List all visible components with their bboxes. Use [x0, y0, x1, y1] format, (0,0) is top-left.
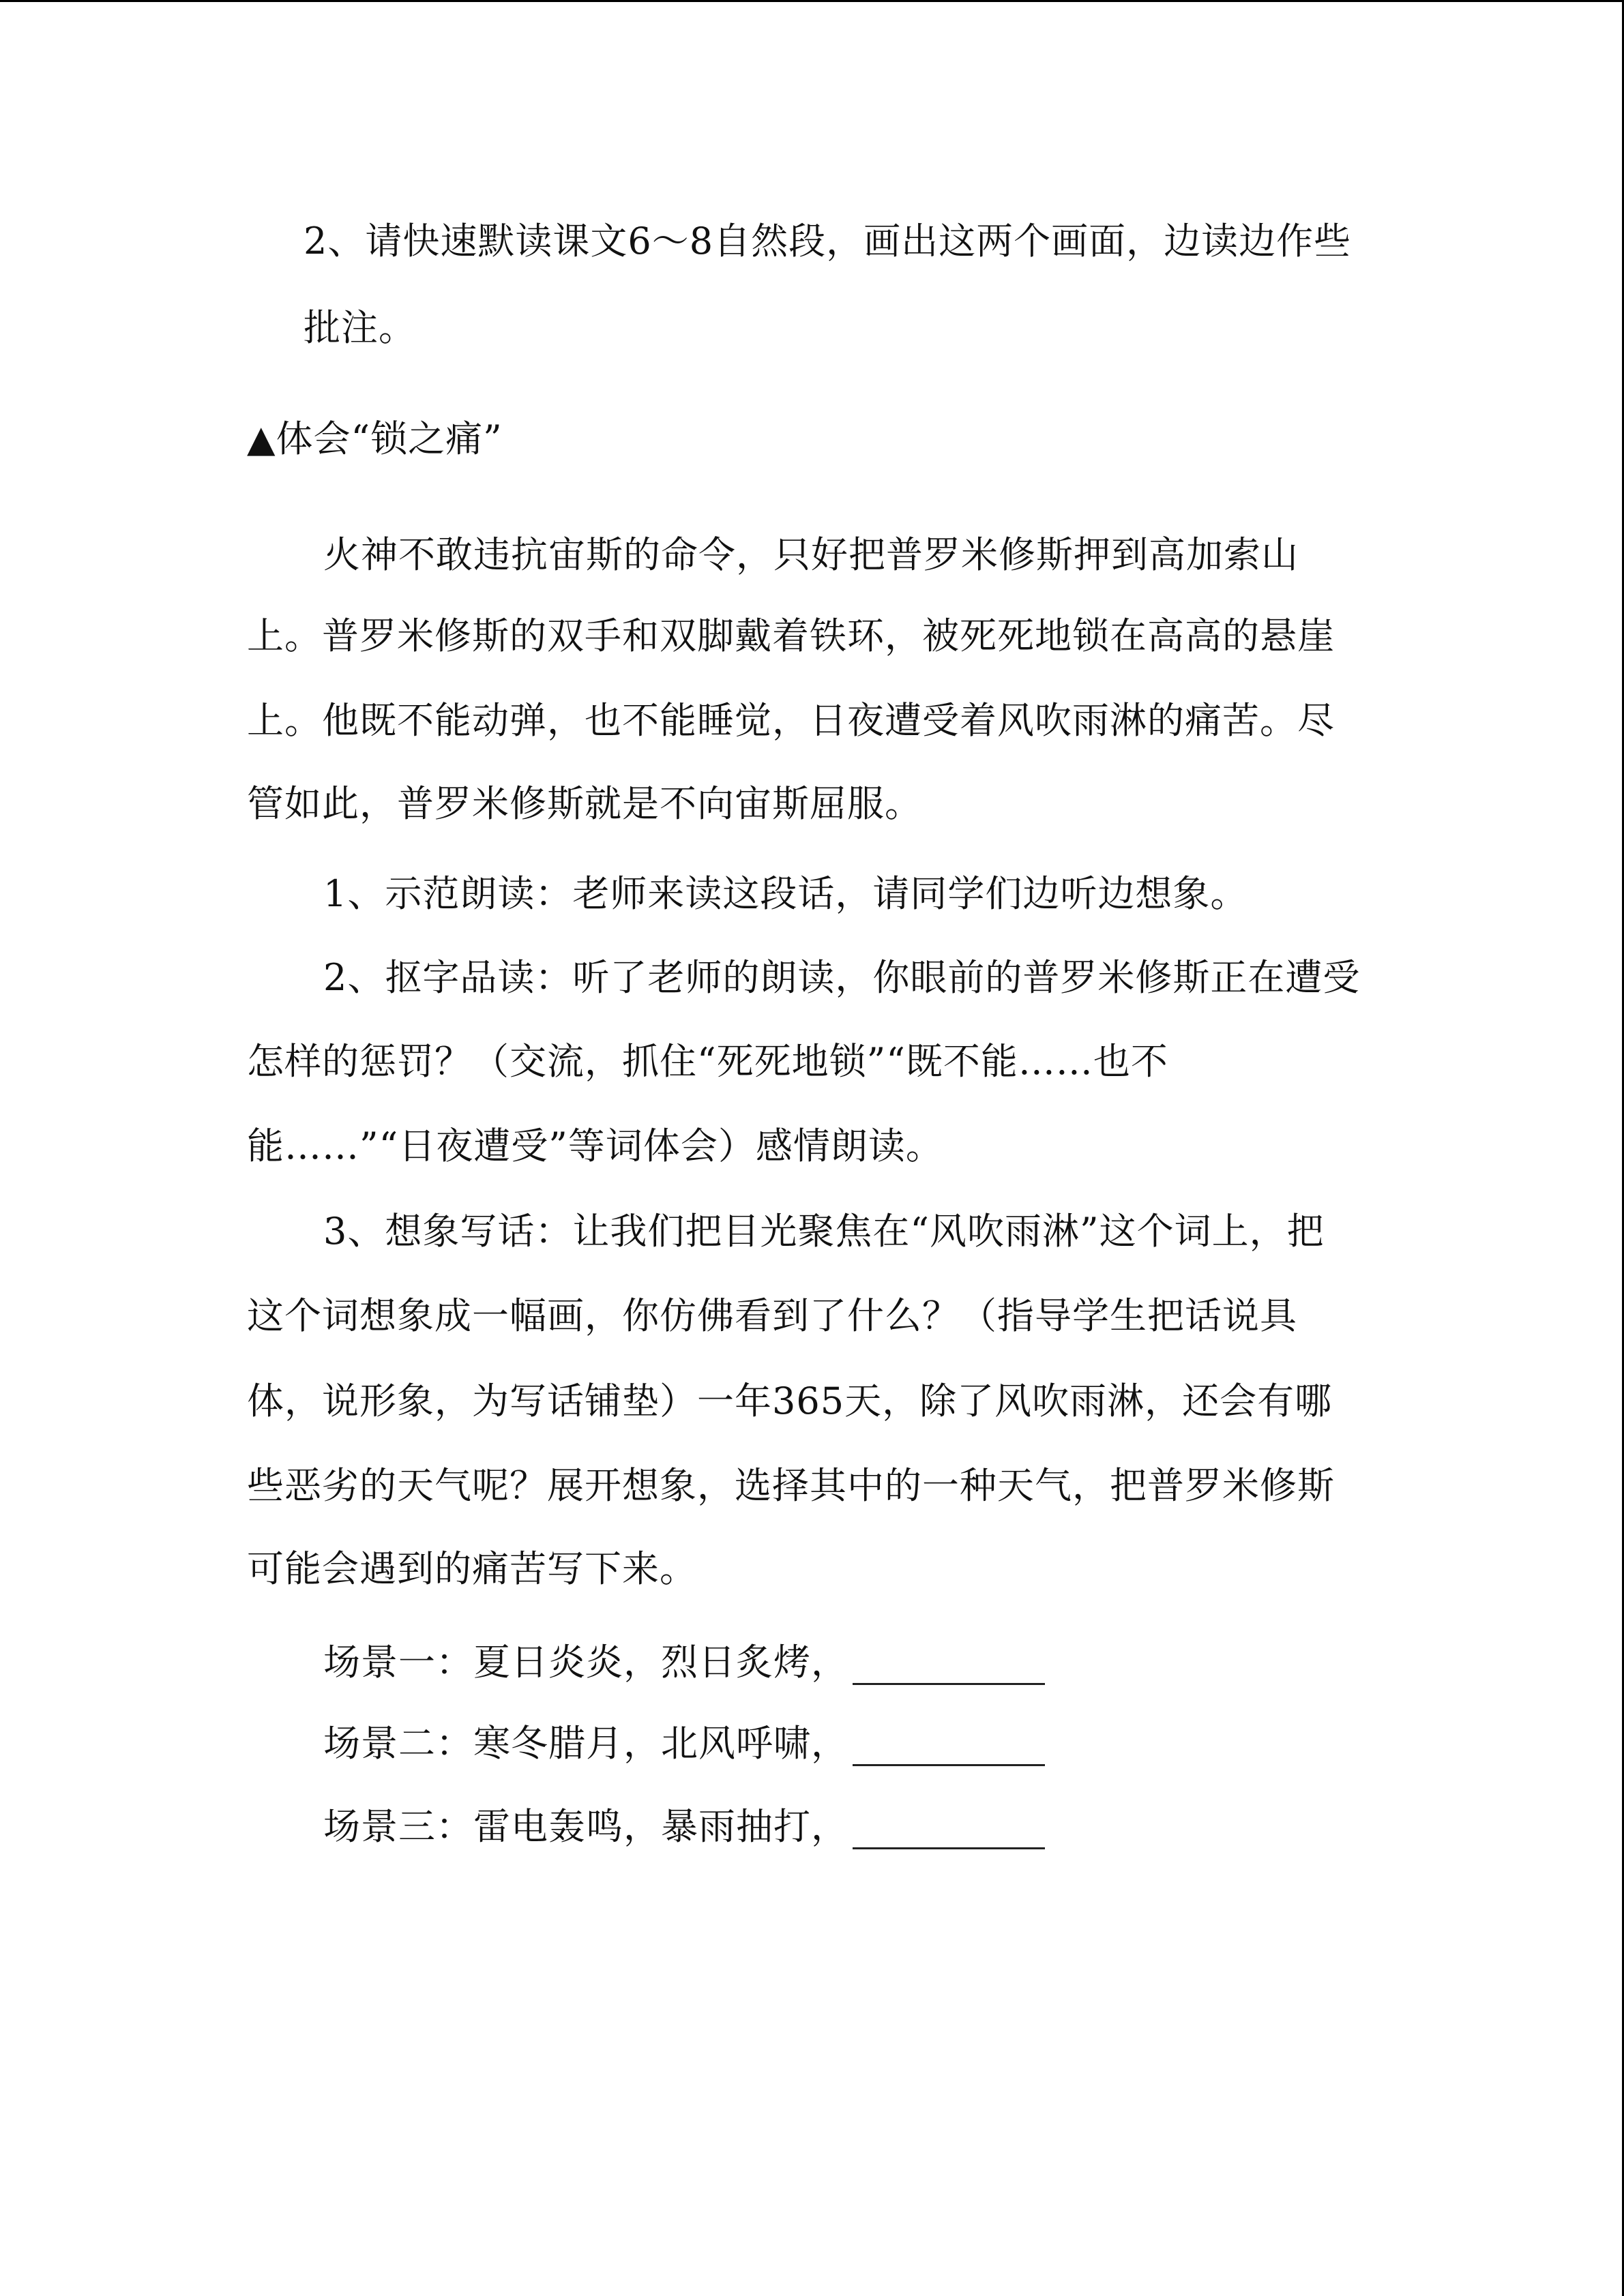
scene-1-blank[interactable]: [853, 1648, 1045, 1685]
step3-line-3: 体，说形象，为写话铺垫）一年365天，除了风吹雨淋，还会有哪: [247, 1380, 1333, 1422]
step2-line-2: 怎样的惩罚？（交流，抓住“死死地锁”“既不能……也不: [247, 1040, 1168, 1083]
step3-line-4: 些恶劣的天气呢？展开想象，选择其中的一种天气，把普罗米修斯: [247, 1464, 1335, 1507]
scene-3-blank[interactable]: [853, 1812, 1045, 1849]
scene-2-blank[interactable]: [853, 1729, 1045, 1766]
excerpt-line-4: 管如此，普罗米修斯就是不向宙斯屈服。: [247, 782, 922, 825]
scene-3: [323, 1804, 1045, 1849]
task2-line-1: 2、请快速默读课文6～8自然段，画出这两个画面，边读边作些: [304, 220, 1352, 263]
step3-line-1: 3、想象写话：让我们把目光聚焦在“风吹雨淋”这个词上，把: [323, 1210, 1325, 1253]
step3-line-2: 这个词想象成一幅画，你仿佛看到了什么？（指导学生把话说具: [247, 1294, 1297, 1337]
scene-1: [323, 1640, 1045, 1685]
excerpt-line-1: 火神不敢违抗宙斯的命令，只好把普罗米修斯押到高加索山: [323, 533, 1299, 576]
task2-line-2: 批注。: [304, 306, 416, 349]
step3-line-5: 可能会遇到的痛苦写下来。: [247, 1547, 697, 1590]
step2-line-3: 能……”“日夜遭受”等词体会）感情朗读。: [247, 1124, 943, 1167]
section-heading: ▲体会“锁之痛”: [247, 417, 503, 460]
scene-2: [323, 1721, 1045, 1766]
excerpt-line-2: 上。普罗米修斯的双手和双脚戴着铁环，被死死地锁在高高的悬崖: [247, 614, 1335, 657]
step1-text: 1、示范朗读：老师来读这段话，请同学们边听边想象。: [323, 872, 1248, 915]
scene-3-text: 场景三：雷电轰鸣，暴雨抽打，: [323, 1805, 848, 1848]
excerpt-line-3: 上。他既不能动弹，也不能睡觉，日夜遭受着风吹雨淋的痛苦。尽: [247, 699, 1335, 742]
step2-line-1: 2、抠字品读：听了老师的朗读，你眼前的普罗米修斯正在遭受: [323, 956, 1361, 999]
scene-2-text: 场景二：寒冬腊月，北风呼啸，: [323, 1722, 848, 1765]
scene-1-text: 场景一：夏日炎炎，烈日炙烤，: [323, 1641, 848, 1684]
